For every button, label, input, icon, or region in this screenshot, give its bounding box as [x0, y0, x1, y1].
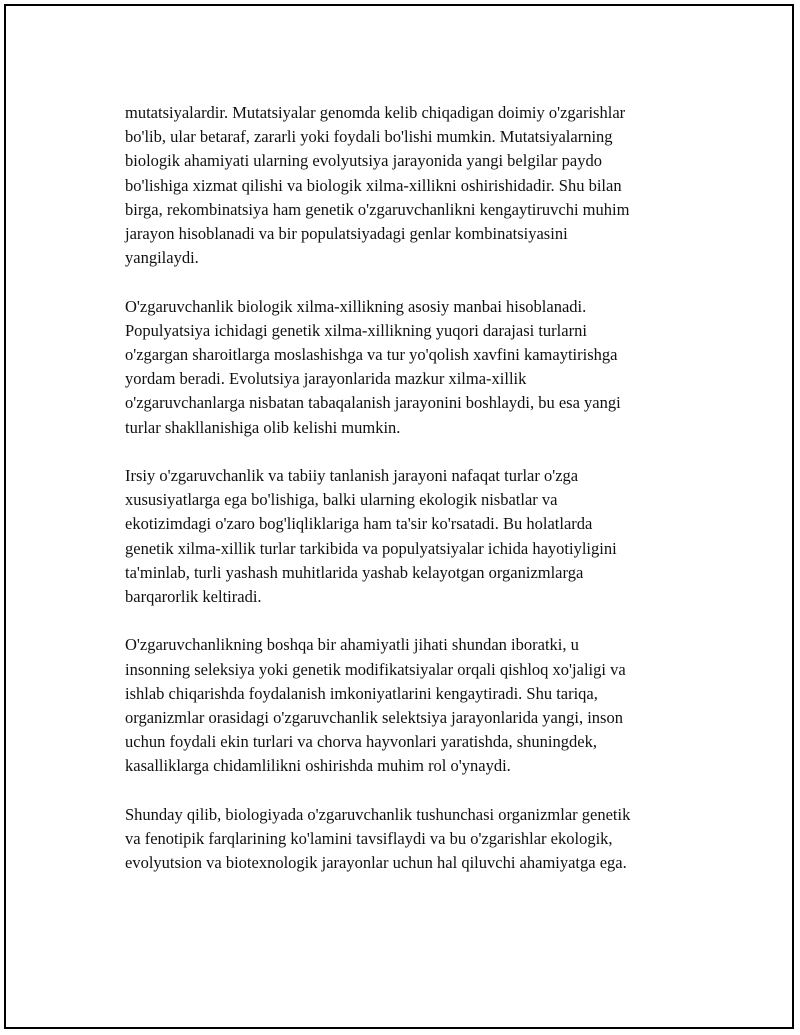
- paragraph-3: [125, 464, 695, 609]
- paragraph-line: ishlab chiqarishda foydalanish imkoniyatlarini kengaytiradi. Shu tariqa,: [125, 683, 598, 703]
- paragraph-line: va fenotipik farqlarining ko'lamini tavsiflaydi va bu o'zgarishlar ekologik,: [125, 829, 613, 849]
- paragraph-line: xususiyatlarga ega bo'lishiga, balki ularning ekologik nisbatlar va: [125, 490, 558, 510]
- paragraph-4: [125, 633, 695, 778]
- paragraph-line: bo'lishiga xizmat qilishi va biologik xilma-xillikni oshirishidadir. Shu bilan: [125, 175, 622, 195]
- paragraph-5: [125, 803, 695, 876]
- paragraph-line: insonning seleksiya yoki genetik modifikatsiyalar orqali qishloq xo'jaligi va: [125, 659, 626, 679]
- paragraph-line: O'zgaruvchanlik biologik xilma-xillikning asosiy manbai hisoblanadi.: [125, 296, 587, 316]
- paragraph-line: jarayon hisoblanadi va bir populatsiyadagi genlar kombinatsiyasini: [125, 224, 568, 244]
- paragraph-line: mutatsiyalardir. Mutatsiyalar genomda kelib chiqadigan doimiy o'zgarishlar: [125, 103, 626, 122]
- paragraph-line: o'zgargan sharoitlarga moslashishga va tur yo'qolish xavfini kamaytirishga: [125, 345, 618, 365]
- paragraph-line: Populyatsiya ichidagi genetik xilma-xillikning yuqori darajasi turlarni: [125, 320, 587, 340]
- paragraph-line: birga, rekombinatsiya ham genetik o'zgaruvchanlikni kengaytiruvchi muhim: [125, 199, 630, 219]
- paragraph-line: Irsiy o'zgaruvchanlik va tabiiy tanlanish jarayoni nafaqat turlar o'zga: [125, 466, 579, 486]
- paragraph-1: [125, 101, 695, 270]
- paragraph-line: biologik ahamiyati ularning evolyutsiya jarayonida yangi belgilar paydo: [125, 151, 603, 171]
- paragraph-line: barqarorlik keltiradi.: [125, 587, 262, 607]
- paragraph-line: O'zgaruvchanlikning boshqa bir ahamiyatli jihati shundan iboratki, u: [125, 635, 579, 655]
- paragraph-line: uchun foydali ekin turlari va chorva hayvonlari yaratishda, shuningdek,: [125, 732, 597, 752]
- paragraph-line: bo'lib, ular betaraf, zararli yoki foydali bo'lishi mumkin. Mutatsiyalarning: [125, 127, 613, 147]
- paragraph-line: organizmlar orasidagi o'zgaruvchanlik selektsiya jarayonlarida yangi, inson: [125, 708, 623, 728]
- paragraph-line: Shunday qilib, biologiyada o'zgaruvchanlik tushunchasi organizmlar genetik: [125, 804, 631, 824]
- paragraph-line: evolyutsion va biotexnologik jarayonlar uchun hal qiluvchi ahamiyatga ega.: [125, 853, 627, 873]
- paragraph-line: o'zgaruvchanlarga nisbatan tabaqalanish jarayonini boshlaydi, bu esa yangi: [125, 393, 621, 413]
- paragraph-line: kasalliklarga chidamlilikni oshirishda muhim rol o'ynaydi.: [125, 756, 511, 776]
- document-body: [125, 101, 695, 900]
- paragraph-line: ta'minlab, turli yashash muhitlarida yashab kelayotgan organizmlarga: [125, 562, 584, 582]
- paragraph-line: yordam beradi. Evolutsiya jarayonlarida mazkur xilma-xillik: [125, 369, 527, 389]
- page-frame: [4, 4, 794, 1029]
- paragraph-line: yangilaydi.: [125, 248, 199, 268]
- paragraph-line: turlar shakllanishiga olib kelishi mumkin.: [125, 417, 401, 437]
- paragraph-line: genetik xilma-xillik turlar tarkibida va populyatsiyalar ichida hayotiyligini: [125, 538, 617, 558]
- paragraph-line: ekotizimdagi o'zaro bog'liqliklariga ham ta'sir ko'rsatadi. Bu holatlarda: [125, 514, 593, 534]
- paragraph-2: [125, 295, 695, 440]
